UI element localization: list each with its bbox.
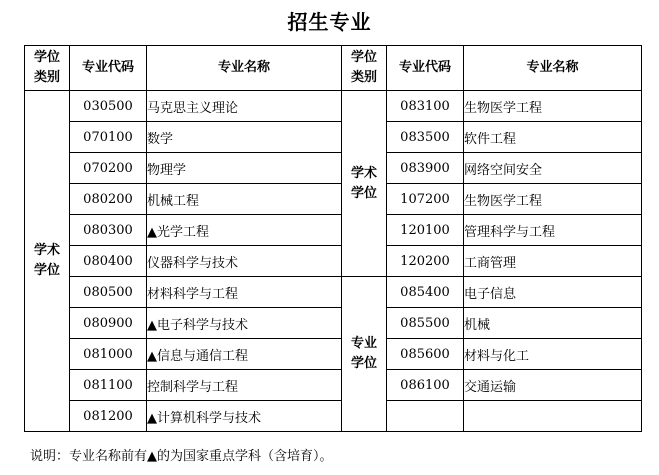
right-category-academic: 学术 学位 (342, 91, 387, 277)
major-code: 030500 (70, 91, 147, 122)
header-name-right: 专业名称 (464, 46, 642, 91)
major-code: 081200 (70, 401, 147, 432)
major-name: 材料科学与工程 (147, 277, 342, 308)
header-code-right: 专业代码 (387, 46, 464, 91)
table-row (25, 401, 642, 432)
header-category-right: 学位 类别 (342, 46, 387, 91)
major-code: 085500 (387, 308, 464, 339)
table-row (25, 339, 642, 370)
major-name: 机械工程 (147, 184, 342, 215)
major-name: ▲信息与通信工程 (147, 339, 342, 370)
header-category: 学位 类别 (25, 46, 70, 91)
major-code: 083900 (387, 153, 464, 184)
admission-majors-table (24, 45, 642, 432)
footnote: 说明：专业名称前有▲的为国家重点学科（含培育）。 (30, 449, 333, 464)
major-code: 081100 (70, 370, 147, 401)
major-code: 086100 (387, 370, 464, 401)
major-code: 070200 (70, 153, 147, 184)
major-code: 070100 (70, 122, 147, 153)
major-code: 081000 (70, 339, 147, 370)
major-code: 085400 (387, 277, 464, 308)
major-name: 电子信息 (464, 277, 642, 308)
major-code: 080400 (70, 246, 147, 277)
table-row (25, 370, 642, 401)
table-row (25, 277, 642, 308)
major-name: 仪器科学与技术 (147, 246, 342, 277)
table-row (25, 215, 642, 246)
major-code: 080500 (70, 277, 147, 308)
major-name: 生物医学工程 (464, 91, 642, 122)
major-name: 软件工程 (464, 122, 642, 153)
major-code-empty (387, 401, 464, 432)
table-row (25, 122, 642, 153)
header-code: 专业代码 (70, 46, 147, 91)
major-code: 120100 (387, 215, 464, 246)
major-name: 管理科学与工程 (464, 215, 642, 246)
major-code: 080200 (70, 184, 147, 215)
major-name: 数学 (147, 122, 342, 153)
major-name: ▲光学工程 (147, 215, 342, 246)
major-code: 107200 (387, 184, 464, 215)
major-name: 马克思主义理论 (147, 91, 342, 122)
major-name: 机械 (464, 308, 642, 339)
major-code: 083500 (387, 122, 464, 153)
major-name: 工商管理 (464, 246, 642, 277)
major-name: ▲计算机科学与技术 (147, 401, 342, 432)
page-title: 招生专业 (287, 10, 372, 34)
major-name: 网络空间安全 (464, 153, 642, 184)
major-code: 080300 (70, 215, 147, 246)
major-name: 物理学 (147, 153, 342, 184)
major-code: 120200 (387, 246, 464, 277)
right-category-professional: 专业 学位 (342, 277, 387, 432)
major-code: 085600 (387, 339, 464, 370)
major-name: ▲电子科学与技术 (147, 308, 342, 339)
major-name-empty (464, 401, 642, 432)
table-row (25, 91, 642, 122)
header-name: 专业名称 (147, 46, 342, 91)
table-row (25, 246, 642, 277)
major-name: 交通运输 (464, 370, 642, 401)
major-name: 生物医学工程 (464, 184, 642, 215)
table-row (25, 184, 642, 215)
major-name: 控制科学与工程 (147, 370, 342, 401)
major-name: 材料与化工 (464, 339, 642, 370)
major-code: 080900 (70, 308, 147, 339)
table-row (25, 153, 642, 184)
header-row (25, 46, 642, 91)
major-code: 083100 (387, 91, 464, 122)
table-row (25, 308, 642, 339)
left-category-academic: 学术 学位 (25, 91, 70, 432)
